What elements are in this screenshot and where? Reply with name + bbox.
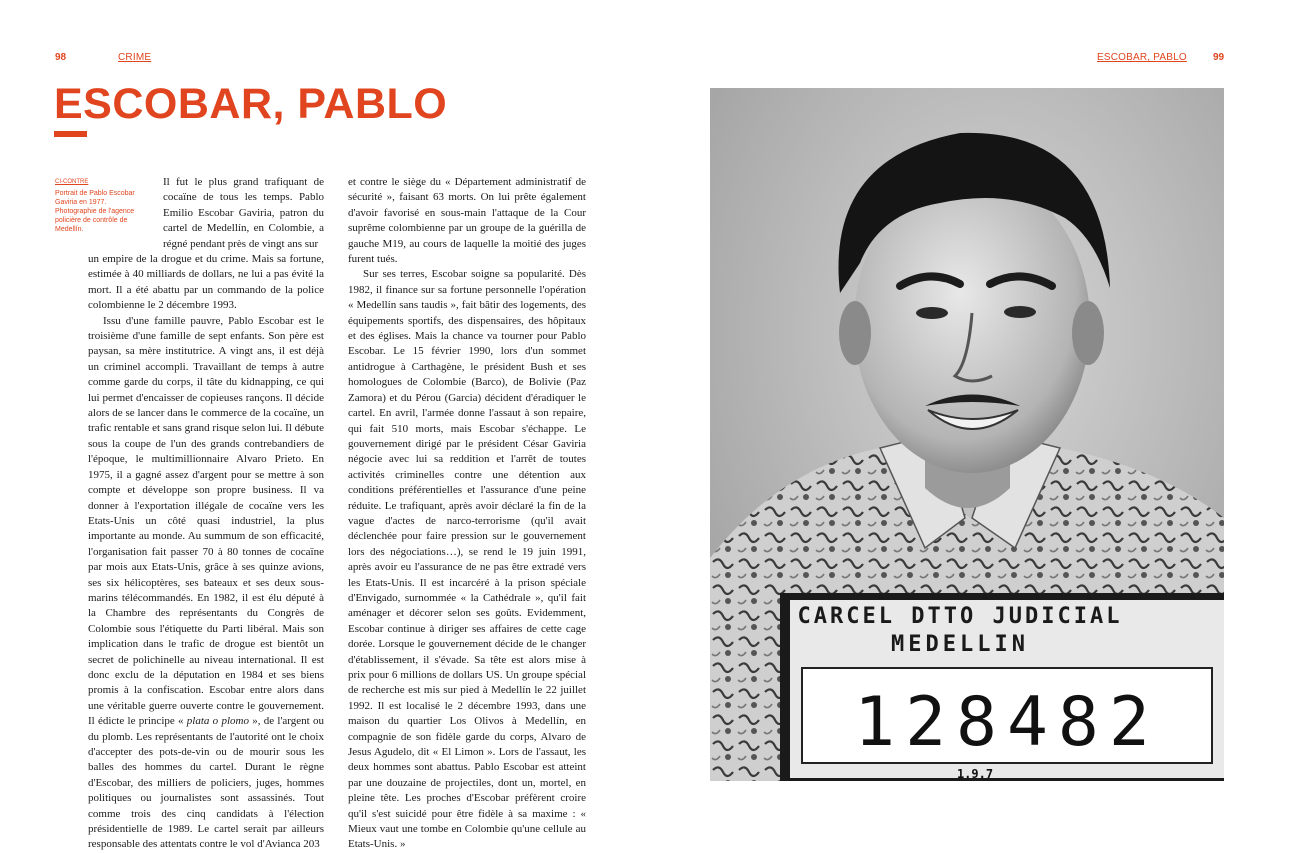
body-paragraph-2-a: Issu d'une famille pauvre, Pablo Escobar est le troisième d'une famille de sept enfants. Son père est paysan, sa mère institutrice. A vingt ans, il est déjà un criminel accompli. Travaillant de temps à autre comme garde du corps, il tâte du kidnapping, ce qui lui permet d'encaisser de copieuses rançons. Il décide alors de se lancer dans le commerce de la cocaïne, un trafic rentable et sans grand risque selon lui. Il débute sous la coupe de l'un des grands contrebandiers de l'époque, le multimillionnaire Alvaro Prieto. En 1975, il a gagné assez d'argent pour se mettre à son compte et développe son propre business. Il va donner à l'exportation illégale de cocaïne vers les Etats-Unis un côté quasi industriel, la plus importante au monde. Au summum de son efficacité, l'organisation fait passer 70 à 80 tonnes de cocaïne par mois aux Etats-Unis, grâce à ses quinze avions, ses six hélicoptères, ses bateaux et ses deux sous-marins télécommandés. En 1982, il est élu député à la Chambre des représentants du Congrès de Colombie sous l'étiquette du Parti libéral. Mais son implication dans le trafic de drogue est bientôt un secret de polichinelle au niveau international. Il est donc exclu de la députation en 1984 et ses biens promis à la confiscation. Escobar entre alors dans une véritable guerre ouverte contre le gouvernement. Il édicte le principe «	[88, 314, 324, 728]
body-paragraph-2-b: », de l'argent ou du plomb. Les représentants de l'autorité ont le choix d'accepter des pots-de-vin ou de mourir sous les balles des hommes du cartel. Durant le règne d'Escobar, des milliers de policiers, juges, hommes politiques ou journalistes sont assassinés. Tout comme trois des cinq candidats à l'élection présidentielle de 1989. Le cartel serait par ailleurs responsable des attentats contre le vol d'Avianca 203	[88, 715, 324, 851]
placard-line-1: CARCEL DTTO JUDICIAL	[797, 604, 1123, 629]
mugshot-photo	[710, 88, 1224, 781]
running-head-right[interactable]: ESCOBAR, PABLO	[1097, 52, 1187, 63]
photo-caption	[55, 178, 145, 234]
body-paragraph-2-italic: plata o plomo	[186, 715, 249, 728]
mugshot-illustration	[710, 88, 1224, 781]
body-paragraph-2	[88, 314, 324, 853]
caption-label: CI-CONTRE	[55, 179, 89, 185]
column-1	[88, 252, 324, 853]
page-number-left: 98	[55, 52, 67, 63]
running-head-left[interactable]: CRIME	[118, 52, 152, 63]
column-2	[348, 175, 586, 853]
placard-number: 128482	[854, 683, 1160, 762]
page-number-right: 99	[1213, 52, 1225, 63]
title-rule	[54, 131, 87, 137]
placard-bottom: 1.9.7	[956, 767, 994, 781]
caption-text: Portrait de Pablo Escobar Gaviria en 1977. Photographie de l'agence policière de contrôle de Medellín.	[55, 190, 135, 233]
body-paragraph-4: Sur ses terres, Escobar soigne sa popularité. Dès 1982, il finance sur sa fortune personnelle l'opération « Medellín sans taudis », fait bâtir des logements, des équipements sportifs, des dispensaires, des hôpitaux et des églises. Mais la chance va tourner pour Pablo Escobar. Le 15 février 1990, lors d'un sommet antidrogue à Carthagène, le président Bush et ses homologues de Colombie (Barco), de Bolivie (Paz Zamora) et du Pérou (Garcia) décident d'éradiquer le cartel. En avril, l'armée donne l'assaut à son repaire, qui fait 510 morts, mais Escobar s'échappe. Le gouvernement dirigé par le président César Gaviria négocie avec lui sa reddition et l'arrêt de toutes activités criminelles contre une détention aux conditions préférentielles et l'assurance d'une peine réduite. Le trafiquant, après avoir déclaré la fin de la vague d'actes de narco-terrorisme (qu'il avait déclenchée pour faire pression sur le gouvernement lors des négociations…), se rend le 19 juin 1991, après avoir eu l'assurance de ne pas être extradé vers les Etats-Unis. Il est incarcéré à la prison spéciale d'Envigado, surnommée « la Cathédrale », qu'il fait aménager et décorer selon ses goûts. Evidemment, Escobar continue à diriger ses affaires de cette cage dorée. Lorsque le gouvernement décide de le changer d'établissement, il s'évade. Sa tête est alors mise à prix pour 6 millions de dollars US. Un groupe spécial de recherche est mis sur pied à Medellín le 22 juillet 1992. Il est localisé le 2 décembre 1993, dans une maison du quartier Los Olivos à Medellín, en compagnie de son fidèle garde du corps, Alvaro de Jesus Agudelo, dit « El Limon ». Lors de l'assaut, les deux hommes sont abattus. Pablo Escobar est atteint par une douzaine de projectiles, dont un, mortel, en pleine tête. Les proches d'Escobar préfèrent croire qu'il s'est suicidé pour être fidèle à sa maxime : « Mieux vaut une tombe en Colombie qu'une cellule au Etats-Unis. »	[348, 268, 586, 851]
article-title: ESCOBAR, PABLO	[54, 80, 448, 128]
intro-paragraph-bottom: un empire de la drogue et du crime. Mais sa fortune, estimée à 40 milliards de dollars, ne lui a pas évité la mort. Il a été abattu par un commando de la police colombienne le 2 décembre 1993.	[88, 253, 324, 312]
placard-line-2: MEDELLIN	[891, 632, 1029, 657]
body-paragraph-3: et contre le siège du « Département administratif de sécurité », faisant 63 morts. On lui prête également d'avoir favorisé en sous-main l'attaque de la Cour suprême colombienne par un groupe de la guérilla de gauche M19, au cours de laquelle la moitié des juges furent tués.	[348, 176, 586, 266]
intro-paragraph-top: Il fut le plus grand trafiquant de cocaïne de tous les temps. Pablo Emilio Escobar Gaviria, patron du cartel de Medellín, en Colombie, a régné pendant près de vingt ans sur	[163, 176, 324, 250]
column-1-intro-top	[163, 175, 324, 252]
